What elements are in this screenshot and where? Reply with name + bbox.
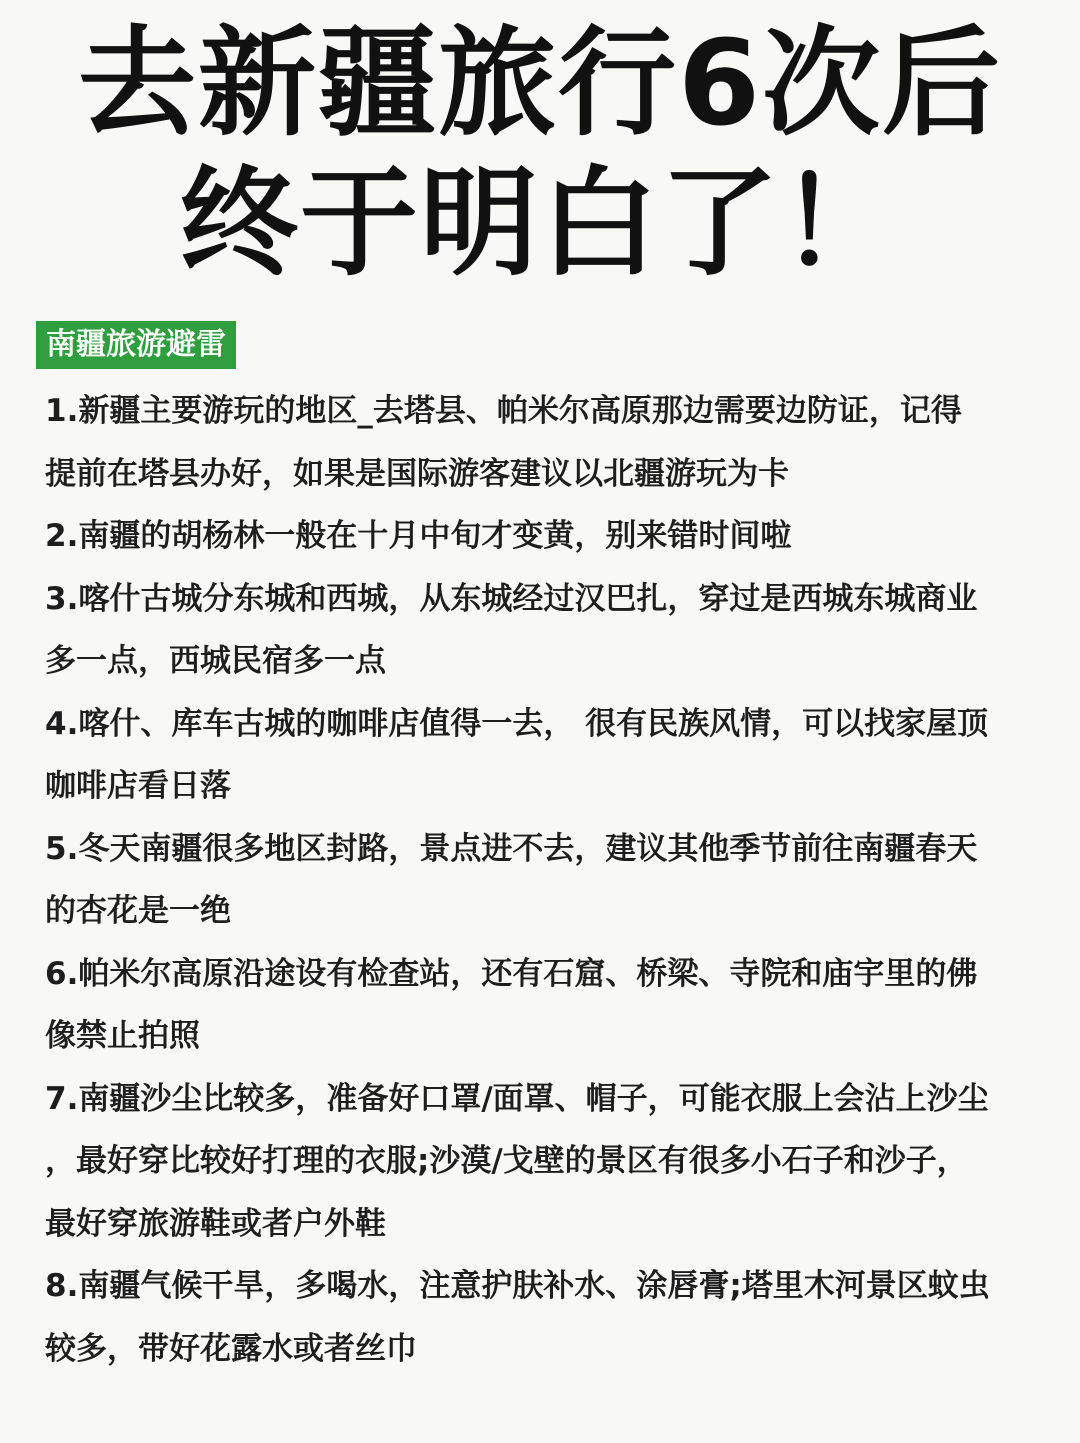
tip-item-3: 3.喀什古城分东城和西城，从东城经过汉巴扎，穿过是西城东城商业 多一点，西城民宿多一点 bbox=[45, 580, 978, 679]
page-title-line-2: 终于明白了！ bbox=[179, 154, 900, 292]
tip-item-5: 5.冬天南疆很多地区封路，景点进不去，建议其他季节前往南疆春天 的杏花是一绝 bbox=[45, 830, 978, 929]
tip-item-8: 8.南疆气候干旱，多喝水，注意护肤补水、涂唇膏;塔里木河景区蚊虫 较多，带好花露水或者丝巾 bbox=[45, 1268, 990, 1367]
tip-item-1: 1.新疆主要游玩的地区_去塔县、帕米尔高原那边需要边防证，记得 提前在塔县办好，如果是国际游客建议以北疆游玩为卡 bbox=[45, 393, 962, 492]
tips-list bbox=[45, 380, 1035, 1380]
page-title-line-1: 去新疆旅行6次后 bbox=[77, 14, 1003, 152]
tip-item-2: 2.南疆的胡杨林一般在十月中旬才变黄，别来错时间啦 bbox=[45, 518, 792, 554]
tip-item-6: 6.帕米尔高原沿途设有检查站，还有石窟、桥梁、寺院和庙宇里的佛 像禁止拍照 bbox=[45, 955, 978, 1054]
section-tag: 南疆旅游避雷 bbox=[36, 321, 236, 369]
tip-item-4: 4.喀什、库车古城的咖啡店值得一去， 很有民族风情，可以找家屋顶 咖啡店看日落 bbox=[45, 705, 989, 804]
tip-item-7: 7.南疆沙尘比较多，准备好口罩/面罩、帽子，可能衣服上会沾上沙尘 ，最好穿比较好打理的衣服;沙漠/戈壁的景区有很多小石子和沙子， 最好穿旅游鞋或者户外鞋 bbox=[45, 1080, 989, 1242]
